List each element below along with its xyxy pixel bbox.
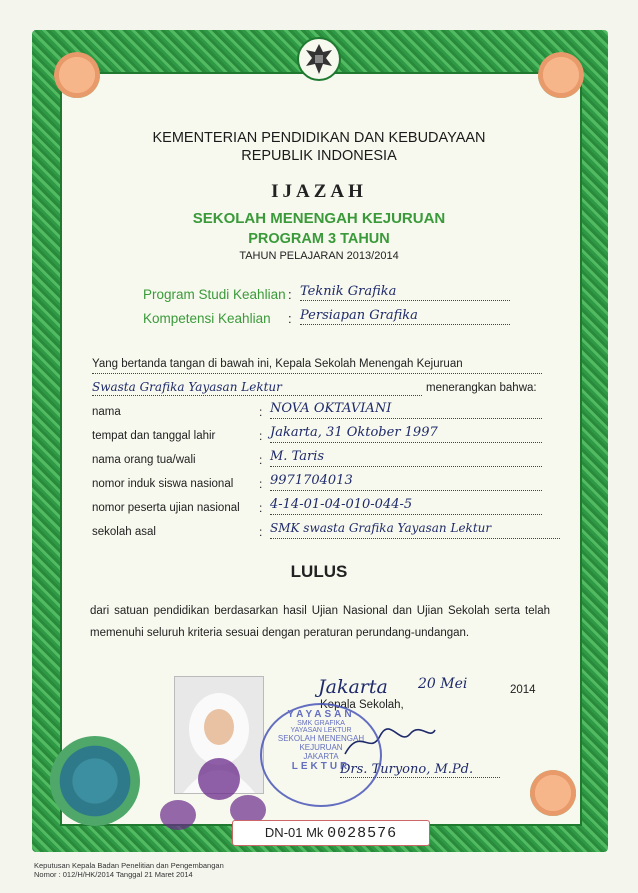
ministry-heading <box>0 129 638 165</box>
field-value-origin-school: SMK swasta Grafika Yayasan Lektur <box>270 521 560 539</box>
stamp-bottom-text: LEKTUR <box>291 761 351 772</box>
corner-ornament-icon <box>54 52 100 98</box>
statement-suffix: menerangkan bahwa: <box>426 382 537 394</box>
field-label-origin-school: sekolah asal <box>92 526 156 538</box>
field-colon: : <box>259 405 263 419</box>
stamp-line-2: YAYASAN LEKTUR <box>290 727 352 734</box>
field-colon: : <box>259 453 263 467</box>
field-label-name: nama <box>92 406 121 418</box>
serial-number-box <box>232 820 430 846</box>
stamp-line-3: SEKOLAH MENENGAH <box>277 734 365 743</box>
corner-ornament-icon <box>538 52 584 98</box>
school-stamp <box>260 703 382 807</box>
corner-ornament-icon <box>530 770 576 816</box>
field-colon: : <box>259 477 263 491</box>
program-study-colon: : <box>288 287 292 302</box>
program-study-label: Program Studi Keahlian <box>143 287 286 302</box>
field-label-parent: nama orang tua/wali <box>92 454 196 466</box>
academic-year: TAHUN PELAJARAN 2013/2014 <box>239 250 399 262</box>
signature-role: Kepala Sekolah, <box>320 699 404 711</box>
field-label-exam-number: nomor peserta ujian nasional <box>92 502 240 514</box>
field-colon: : <box>259 501 263 515</box>
field-value-nisn: 9971704013 <box>270 473 542 491</box>
stamp-top-text: YAYASAN <box>287 709 355 720</box>
statement-school-name: Swasta Grafika Yayasan Lektur <box>92 380 422 396</box>
field-value-birth: Jakarta, 31 Oktober 1997 <box>270 425 542 443</box>
principal-name: Drs. Turyono, M.Pd. <box>340 762 500 778</box>
statement-intro: Yang bertanda tangan di bawah ini, Kepala Sekolah Menengah Kejuruan <box>92 358 542 374</box>
program-duration: PROGRAM 3 TAHUN <box>248 231 390 247</box>
footer-decree <box>34 861 224 879</box>
school-type: SEKOLAH MENENGAH KEJURUAN <box>192 210 446 227</box>
footer-line-1: Keputusan Kepala Badan Penelitian dan Pengembangan <box>34 861 224 870</box>
competence-colon: : <box>288 311 292 326</box>
field-label-birth: tempat dan tanggal lahir <box>92 430 216 442</box>
signature-place: Jakarta <box>318 676 388 698</box>
program-study-value: Teknik Grafika <box>300 284 510 301</box>
result-paragraph: dari satuan pendidikan berdasarkan hasil Ujian Nasional dan Ujian Sekolah serta telah memenuhi seluruh kriteria sesuai dengan peraturan perundang-undangan. <box>90 605 550 639</box>
field-colon: : <box>259 429 263 443</box>
result-status: LULUS <box>290 562 348 581</box>
stamp-line-1: SMK GRAFIKA <box>297 720 345 727</box>
signature-date: 20 Mei <box>418 676 468 692</box>
stamp-line-5: JAKARTA <box>303 752 339 761</box>
fingerprint-mark <box>198 758 240 800</box>
field-colon: : <box>259 525 263 539</box>
field-value-name: NOVA OKTAVIANI <box>270 401 542 419</box>
ministry-line-2: REPUBLIK INDONESIA <box>241 148 397 164</box>
garuda-emblem-icon <box>296 36 342 82</box>
fingerprint-mark <box>160 800 196 830</box>
field-value-parent: M. Taris <box>270 449 542 467</box>
serial-number: 0028576 <box>327 825 398 842</box>
competence-label: Kompetensi Keahlian <box>143 311 271 326</box>
footer-line-2: Nomor : 012/H/HK/2014 Tanggal 21 Maret 2014 <box>34 870 193 879</box>
serial-prefix: DN-01 Mk <box>264 825 324 840</box>
ministry-line-1: KEMENTERIAN PENDIDIKAN DAN KEBUDAYAAN <box>152 130 486 146</box>
field-label-nisn: nomor induk siswa nasional <box>92 478 234 490</box>
signature-year: 2014 <box>510 684 536 696</box>
document-title: IJAZAH <box>271 181 367 202</box>
competence-value: Persiapan Grafika <box>300 308 510 325</box>
field-value-exam-number: 4-14-01-04-010-044-5 <box>270 497 542 515</box>
ministry-seal-icon <box>50 736 140 826</box>
stamp-line-4: KEJURUAN <box>299 743 343 752</box>
